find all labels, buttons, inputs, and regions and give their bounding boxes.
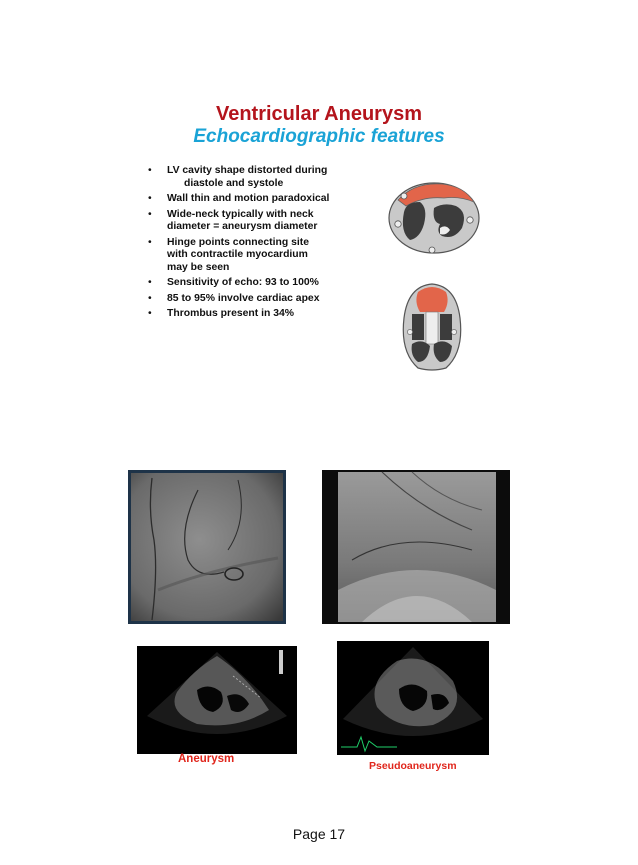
bullet-icon: •: [148, 277, 152, 288]
list-item: • Thrombus present in 34%: [148, 308, 295, 319]
echo-image-pseudoaneurysm: [337, 641, 489, 755]
heart-long-axis-diagram: [398, 282, 466, 372]
list-item: • Hinge points connecting site with contractile myocardium may be seen: [148, 236, 310, 273]
echo-image-aneurysm: [137, 646, 297, 754]
caption-aneurysm: Aneurysm: [178, 753, 235, 765]
bullet-icon: •: [148, 308, 152, 319]
slide-subtitle: Echocardiographic features: [193, 126, 445, 147]
bullet-icon: •: [148, 165, 152, 176]
caption-pseudoaneurysm: Pseudoaneurysm: [369, 760, 457, 772]
heart-short-axis-diagram: [384, 178, 484, 258]
slide-title: Ventricular Aneurysm: [215, 103, 422, 125]
bullet-icon: •: [148, 292, 152, 304]
fluoroscopy-image-pseudoaneurysm: [322, 470, 510, 624]
list-item: • LV cavity shape distorted during diastole and systole: [148, 165, 328, 189]
bullet-icon: •: [148, 208, 152, 220]
page-number: Page 17: [292, 826, 346, 842]
list-item: • Wide-neck typically with neck diameter = aneurysm diameter: [148, 208, 318, 232]
list-item: • Wall thin and motion paradoxical: [148, 193, 330, 204]
feature-list: [146, 165, 331, 324]
bullet-icon: •: [148, 193, 152, 204]
fluoroscopy-image-aneurysm: [128, 470, 286, 624]
list-item: • Sensitivity of echo: 93 to 100%: [148, 277, 319, 288]
list-item: • 85 to 95% involve cardiac apex: [148, 292, 320, 304]
bullet-icon: •: [148, 236, 152, 248]
